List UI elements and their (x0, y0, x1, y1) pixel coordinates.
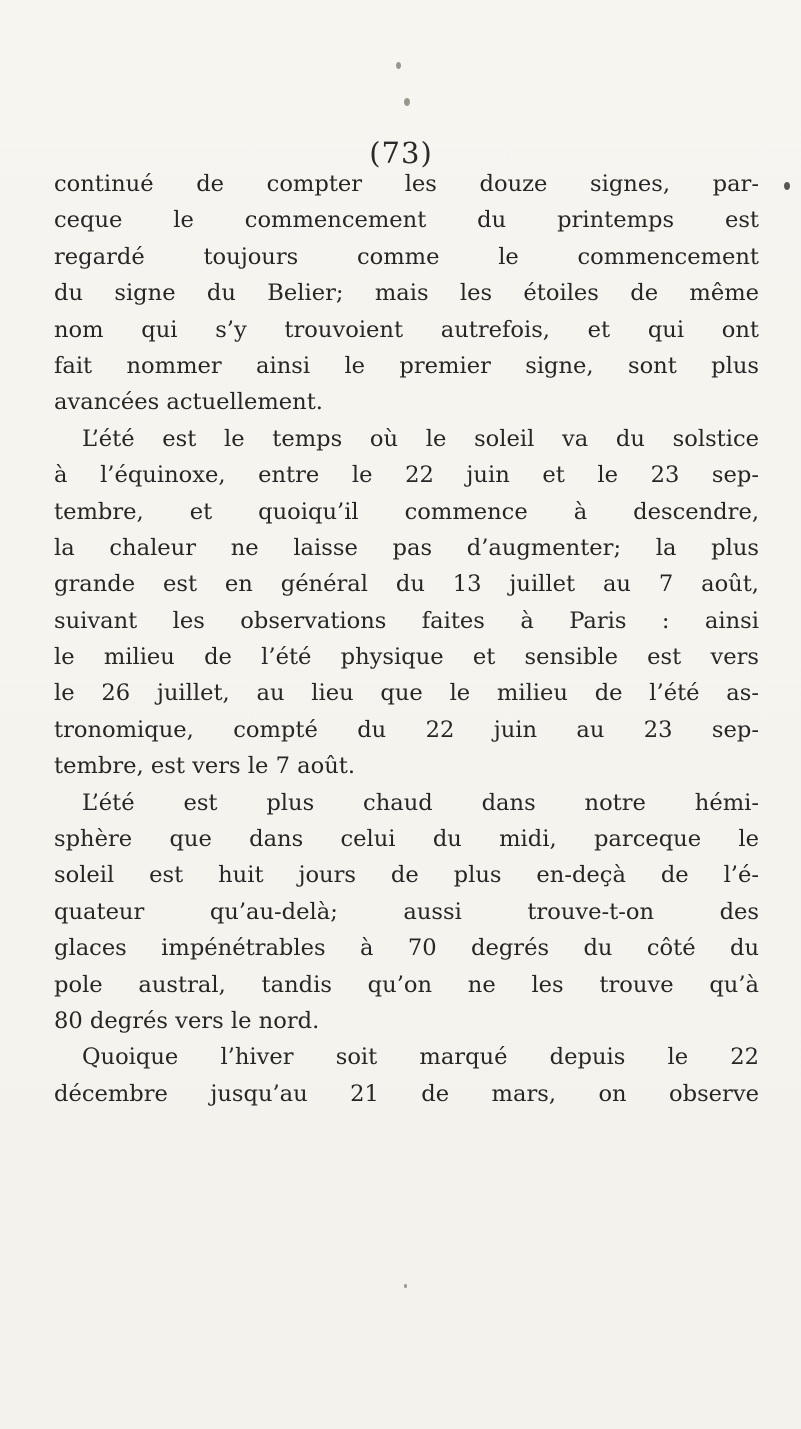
text-line: avancées actuellement. (54, 389, 323, 416)
ink-speck (404, 98, 410, 106)
text-line: tembre, est vers le 7 août. (54, 753, 356, 780)
text-line: pole austral, tandis qu’on ne les trouve qu’à (54, 971, 759, 998)
text-line: soleil est huit jours de plus en-deçà de l’é- (54, 862, 759, 889)
text-line: regardé toujours comme le commencement (54, 243, 759, 270)
text-line: grande est en général du 13 juillet au 7 août, (54, 571, 759, 598)
ink-speck (784, 182, 790, 190)
text-line: le 26 juillet, au lieu que le milieu de l’été as- (54, 680, 759, 707)
text-line: tronomique, compté du 22 juin au 23 sep- (54, 716, 759, 743)
text-line: glaces impénétrables à 70 degrés du côté du (54, 935, 759, 962)
text-line: ceque le commencement du printemps est (54, 207, 759, 234)
text-line: sphère que dans celui du midi, parceque le (54, 826, 759, 853)
text-line: la chaleur ne laisse pas d’augmenter; la plus (54, 534, 759, 561)
ink-speck (404, 1284, 407, 1288)
text-line: suivant les observations faites à Paris : ainsi (54, 607, 759, 634)
text-line: 80 degrés vers le nord. (54, 1007, 320, 1034)
body-text (54, 166, 759, 1112)
text-line: continué de compter les douze signes, par- (54, 171, 759, 197)
text-line: nom qui s’y trouvoient autrefois, et qui ont (54, 316, 759, 343)
text-line: quateur qu’au-delà; aussi trouve-t-on des (54, 898, 759, 925)
ink-speck (396, 62, 401, 69)
page-number: (73) (369, 136, 433, 170)
text-line: du signe du Belier; mais les étoiles de même (54, 280, 759, 307)
text-line: fait nommer ainsi le premier signe, sont plus (54, 352, 759, 379)
text-line: Quoique l’hiver soit marqué depuis le 22 (82, 1044, 759, 1071)
text-line: le milieu de l’été physique et sensible est vers (54, 644, 759, 671)
text-line: décembre jusqu’au 21 de mars, on observe (54, 1080, 759, 1107)
text-line: tembre, et quoiqu’il commence à descendre, (54, 498, 759, 525)
text-line: L’été est le temps où le soleil va du solstice (82, 425, 759, 452)
text-line: à l’équinoxe, entre le 22 juin et le 23 sep- (54, 462, 759, 489)
text-line: L’été est plus chaud dans notre hémi- (82, 789, 759, 816)
